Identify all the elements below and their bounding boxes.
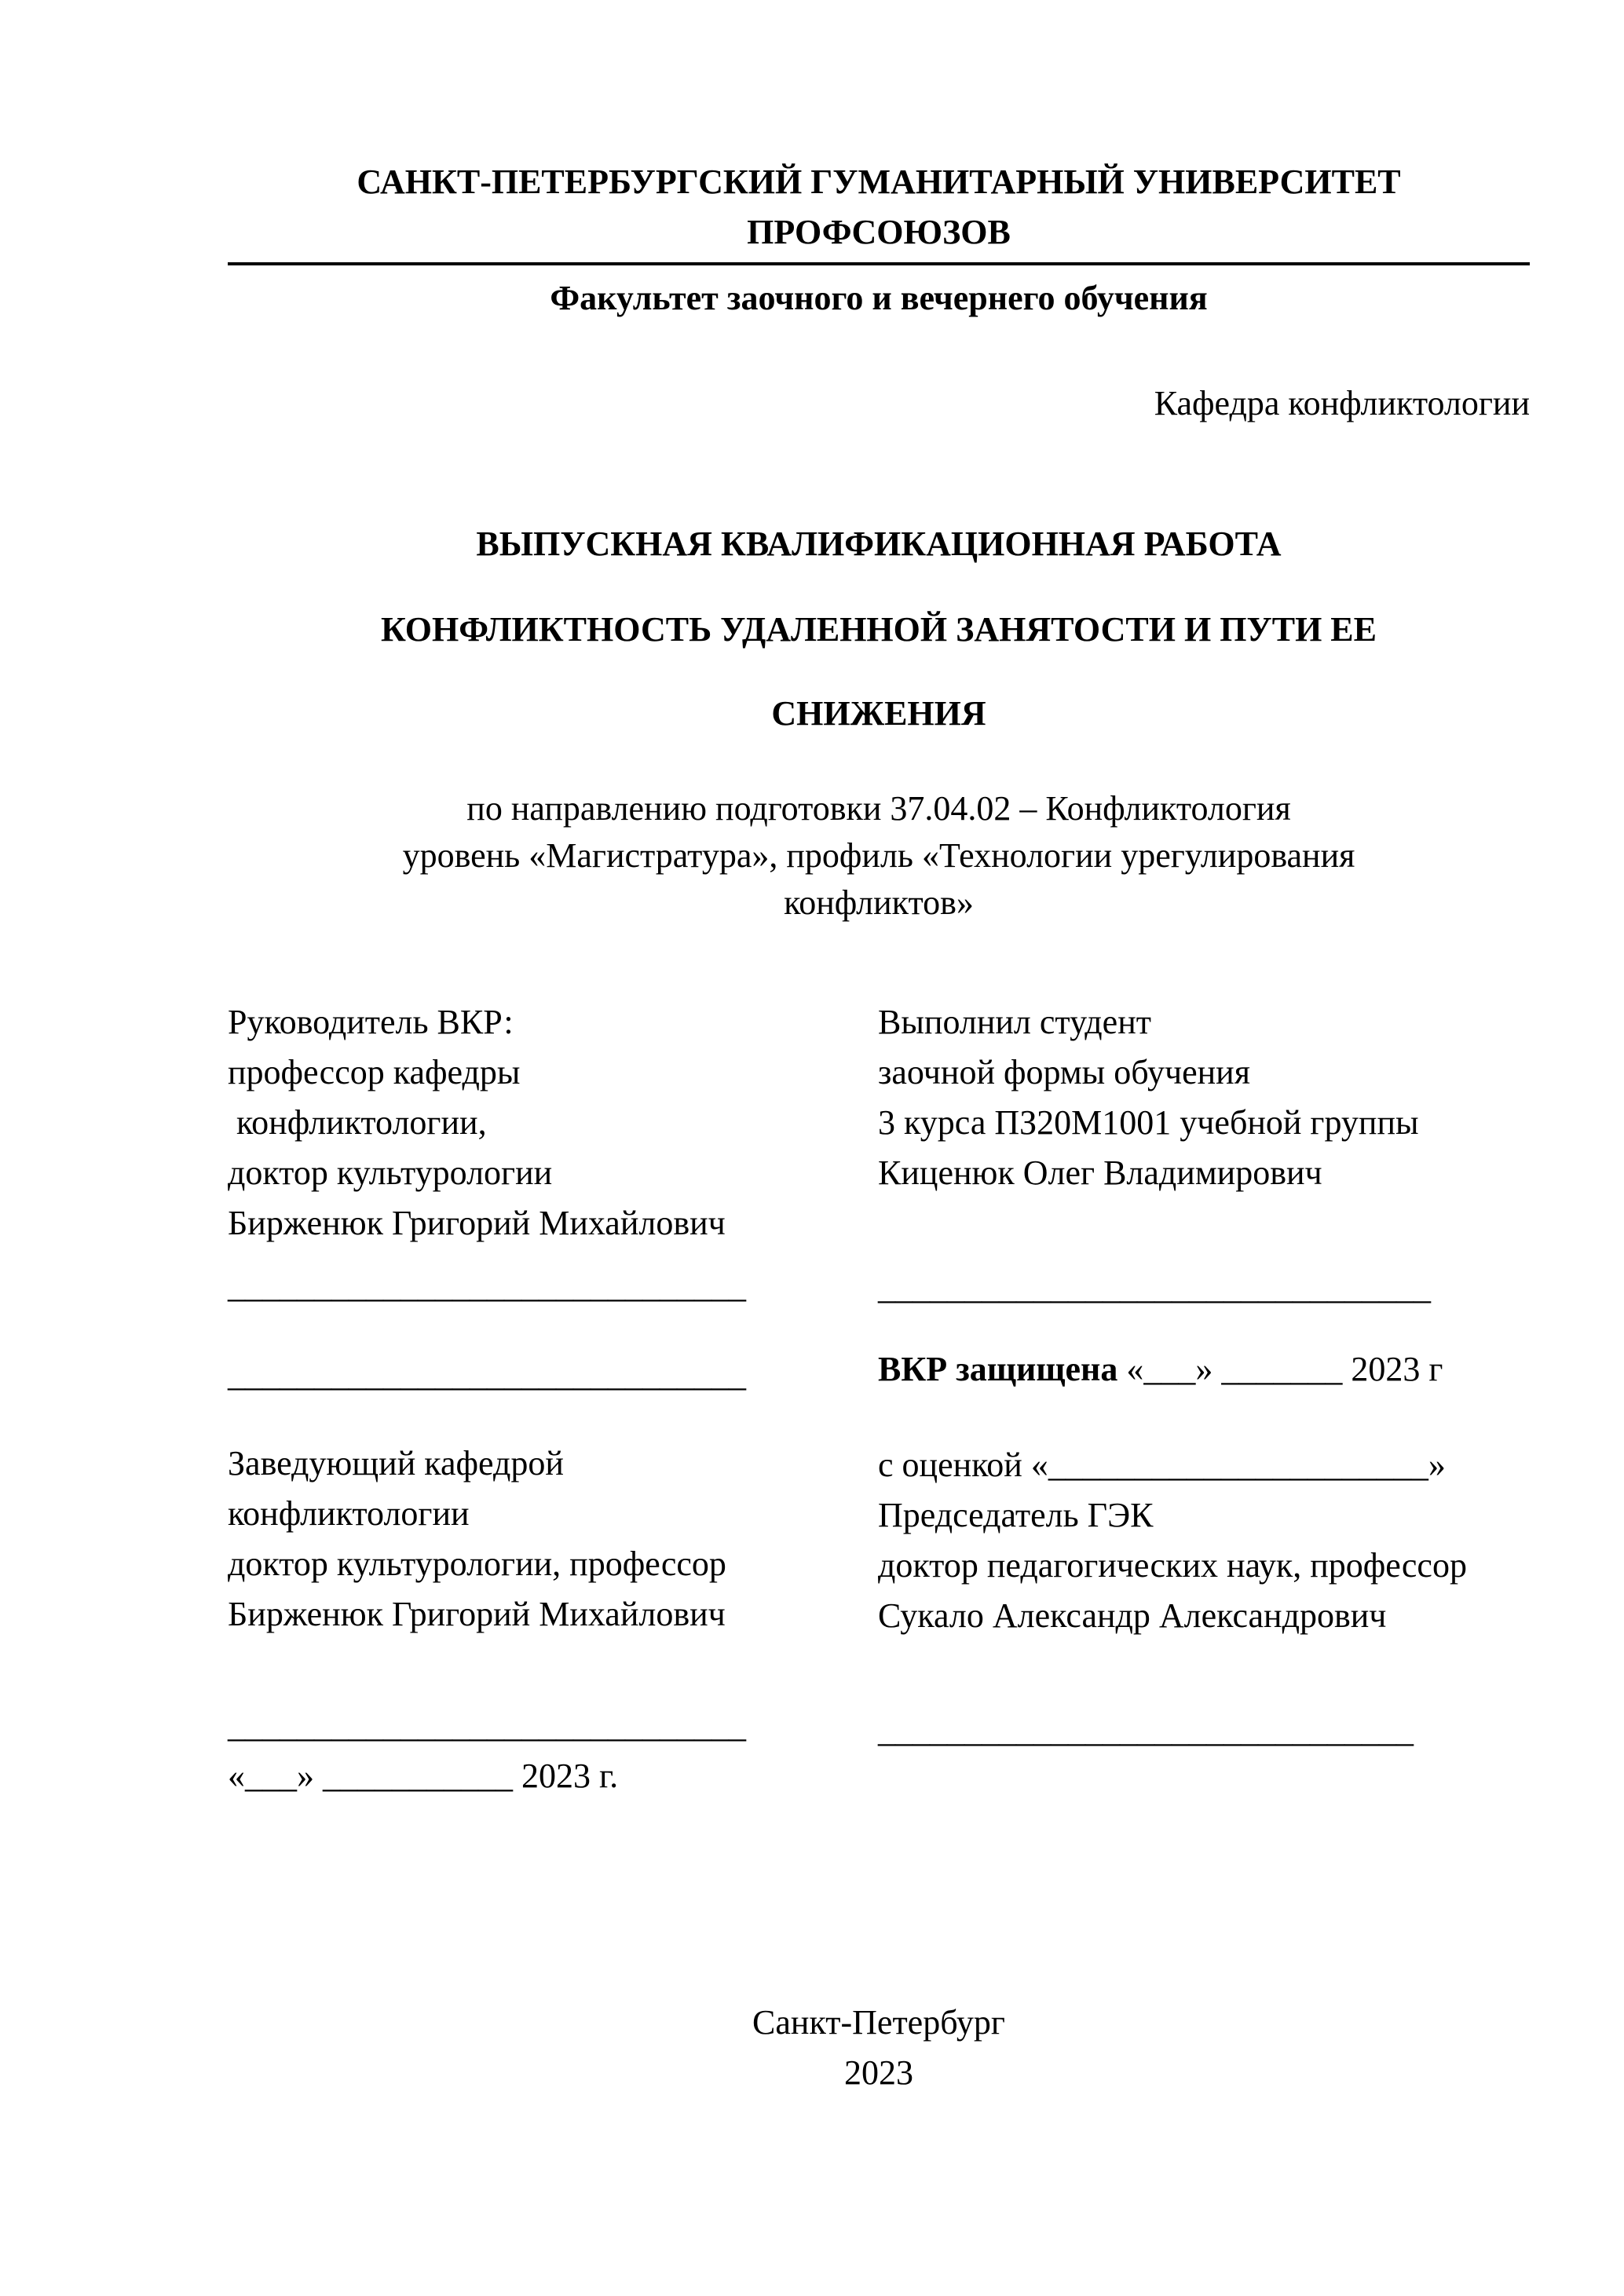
defense-date-line bbox=[878, 1344, 1530, 1395]
student-study-form: заочной формы обучения bbox=[878, 1053, 1250, 1091]
defense-date-blanks: «___» _______ 2023 г bbox=[1117, 1350, 1443, 1388]
university-header bbox=[228, 157, 1530, 265]
student-group: 3 курса ПЗ20М1001 учебной группы bbox=[878, 1103, 1419, 1142]
program-direction: по направлению подготовки 37.04.02 – Конфликтология bbox=[466, 789, 1291, 828]
supervisor-role: Руководитель ВКР: bbox=[228, 1003, 514, 1041]
dept-head-name: Бирженюк Григорий Михайлович bbox=[228, 1595, 726, 1633]
footer-block bbox=[228, 1998, 1530, 2098]
defense-label: ВКР защищена bbox=[878, 1350, 1118, 1388]
supervisor-position-2: конфликтологии, bbox=[228, 1103, 487, 1142]
supervisor-position-1: профессор кафедры bbox=[228, 1053, 521, 1091]
department-name: Кафедра конфликтологии bbox=[1154, 384, 1530, 422]
student-label: Выполнил студент bbox=[878, 1003, 1151, 1041]
grade-line: с оценкой «______________________» bbox=[878, 1446, 1446, 1484]
work-type-heading: ВЫПУСКНАЯ КВАЛИФИКАЦИОННАЯ РАБОТА bbox=[476, 525, 1282, 563]
second-signature-line: ______________________________ bbox=[228, 1355, 746, 1394]
dept-head-role-1: Заведующий кафедрой bbox=[228, 1444, 564, 1483]
year: 2023 bbox=[844, 2053, 913, 2092]
program-profile: конфликтов» bbox=[784, 883, 974, 922]
supervisor-name: Бирженюк Григорий Михайлович bbox=[228, 1204, 726, 1242]
university-name: САНКТ-ПЕТЕРБУРГСКИЙ ГУМАНИТАРНЫЙ УНИВЕРСИТЕТ ПРОФСОЮЗОВ bbox=[357, 163, 1410, 251]
gec-chair-degree: доктор педагогических наук, профессор bbox=[878, 1546, 1467, 1585]
supervisor-signature-line: ______________________________ bbox=[228, 1267, 746, 1305]
gec-chair-signature-line: _______________________________ bbox=[878, 1711, 1414, 1749]
thesis-title-line2: СНИЖЕНИЯ bbox=[771, 694, 986, 733]
left-column bbox=[228, 997, 878, 1801]
right-column bbox=[878, 997, 1530, 1801]
thesis-title-line1: КОНФЛИКТНОСТЬ УДАЛЕННОЙ ЗАНЯТОСТИ И ПУТИ ЕЕ bbox=[380, 610, 1377, 649]
dept-head-date-line: «___» ___________ 2023 г. bbox=[228, 1757, 619, 1795]
faculty-name: Факультет заочного и вечернего обучения bbox=[550, 279, 1208, 317]
program-block bbox=[228, 785, 1530, 927]
city-name: Санкт-Петербург bbox=[752, 2003, 1005, 2042]
gec-chair-role: Председатель ГЭК bbox=[878, 1496, 1154, 1534]
student-signature-line: ________________________________ bbox=[878, 1268, 1431, 1307]
gec-chair-name: Сукало Александр Александрович bbox=[878, 1596, 1387, 1635]
dept-head-role-2: конфликтологии bbox=[228, 1494, 470, 1533]
supervisor-degree: доктор культурологии bbox=[228, 1153, 553, 1192]
student-name: Киценюк Олег Владимирович bbox=[878, 1153, 1322, 1192]
program-level: уровень «Магистратура», профиль «Технологии урегулирования bbox=[402, 836, 1355, 875]
signatures-section bbox=[228, 997, 1530, 1801]
dept-head-signature-line: ______________________________ bbox=[228, 1706, 746, 1745]
dept-head-degree: доктор культурологии, профессор bbox=[228, 1545, 726, 1583]
